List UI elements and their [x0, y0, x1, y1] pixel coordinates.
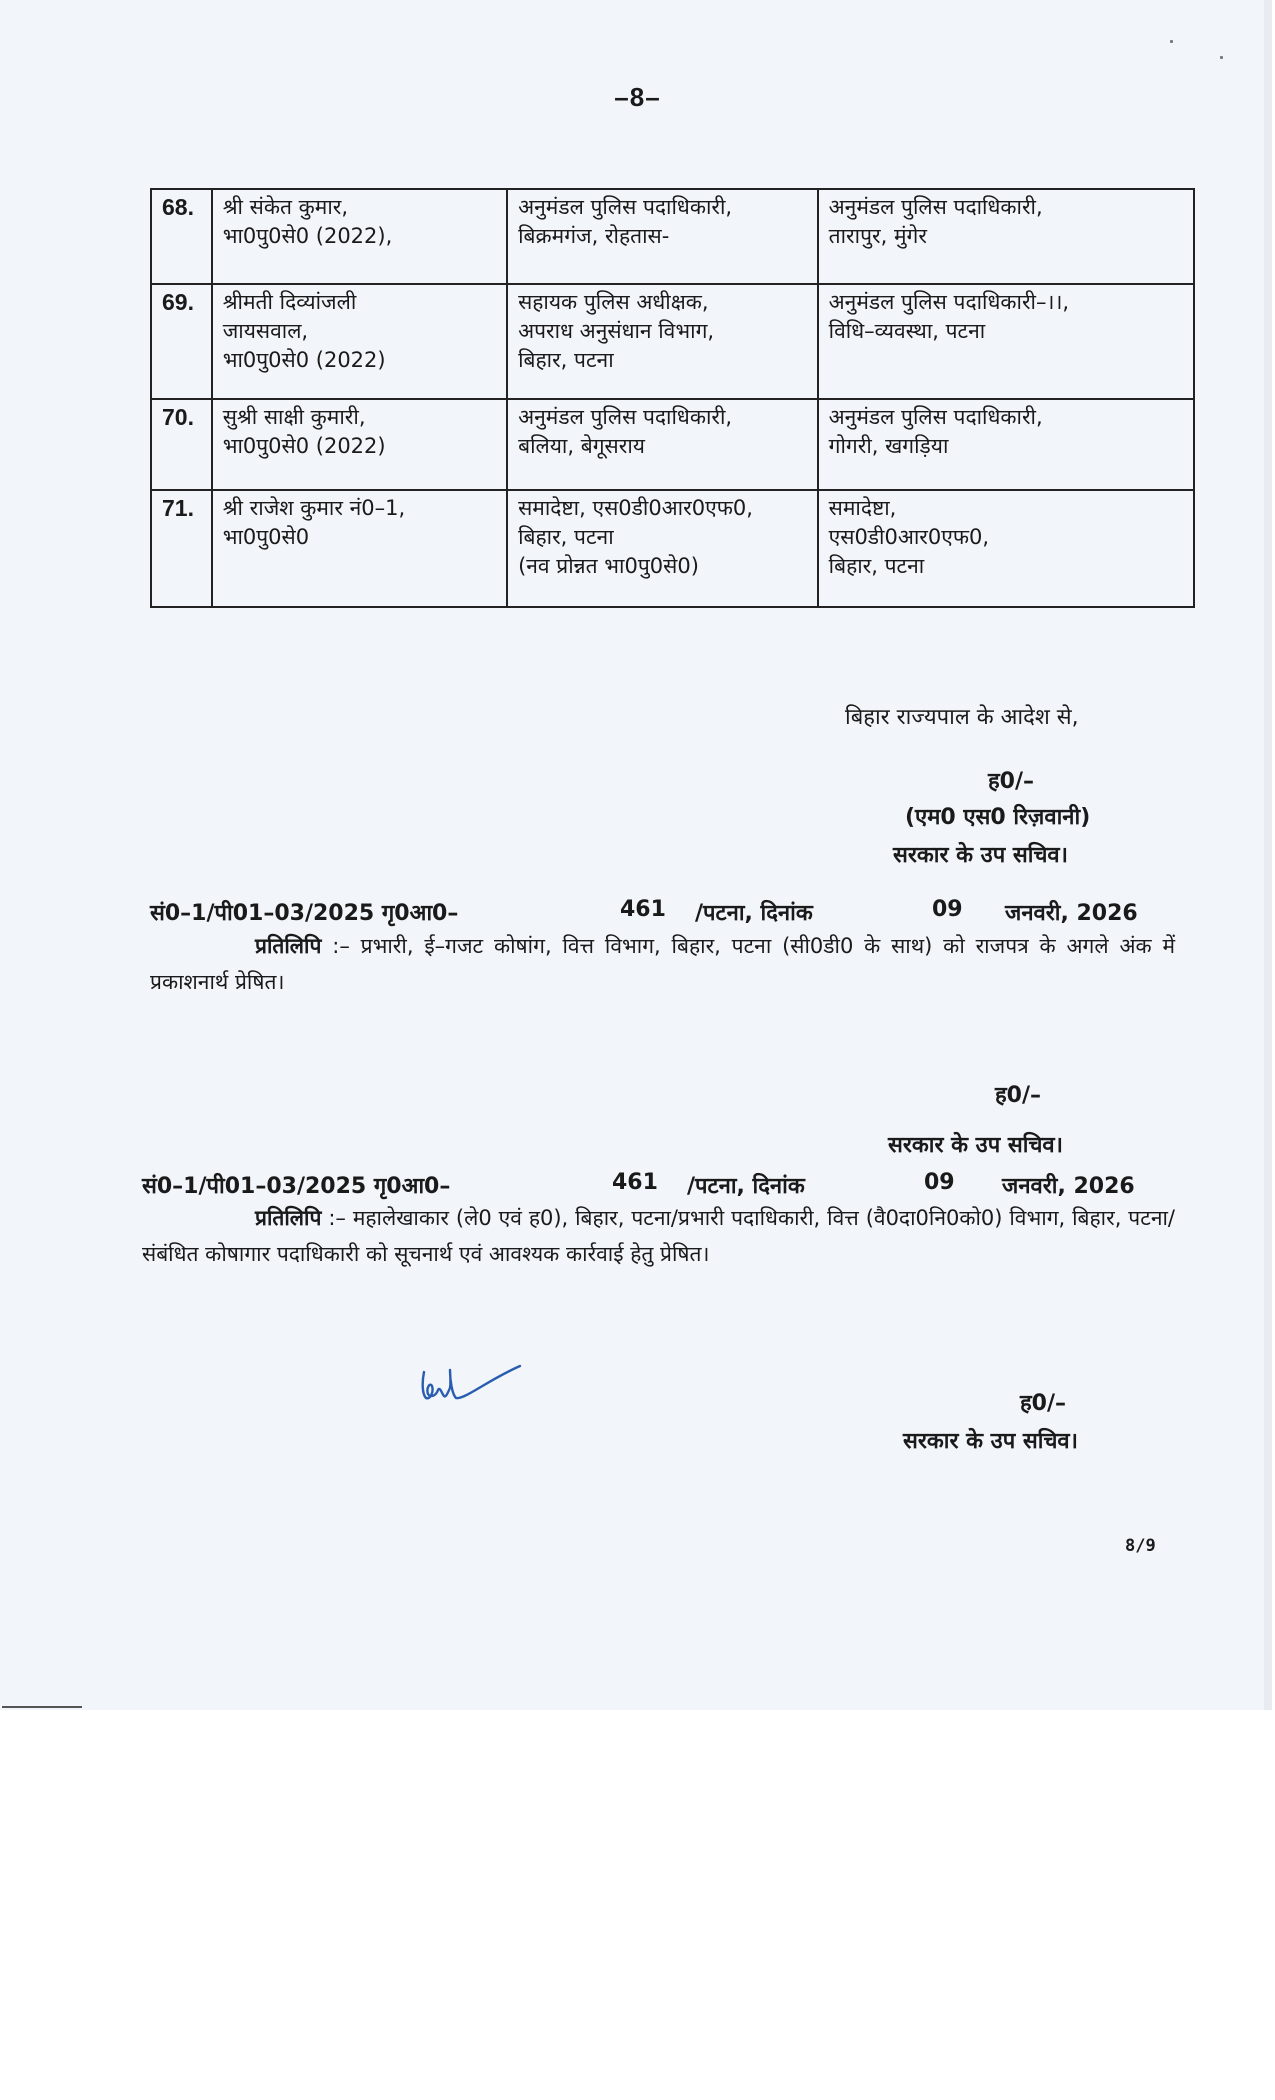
- officer-designation: सरकार के उप सचिव।: [893, 843, 1068, 868]
- from-line: बिक्रमगंज, रोहतास-: [518, 224, 670, 248]
- current-posting-cell: [507, 490, 818, 607]
- memo-line-1: [150, 897, 1170, 929]
- date-month-year: जनवरी, 2026: [1002, 1174, 1135, 1199]
- officer-name-cell: [212, 284, 507, 399]
- by-order-line: बिहार राज्यपाल के आदेश से,: [845, 705, 1079, 730]
- officer-designation: सरकार के उप सचिव।: [888, 1133, 1063, 1158]
- new-posting-cell: [818, 189, 1194, 284]
- serial-number-cell: 70.: [151, 399, 212, 490]
- date-month-year: जनवरी, 2026: [1005, 901, 1138, 926]
- to-line: समादेष्टा,: [828, 496, 897, 520]
- dispatch-number: 461: [612, 1170, 658, 1195]
- page-marker: –8–: [614, 82, 661, 112]
- name-line: भा0पु0से0 (2022): [222, 348, 386, 372]
- scan-speck: [1170, 40, 1173, 43]
- copy-text: :– प्रभारी, ई–गजट कोषांग, वित्त विभाग, बिहार, पटना (सी0डी0 के साथ) को राजपत्र के अगले अंक में प्रकाशनार्थ प्रेषित।: [150, 934, 1175, 994]
- transfer-table: [150, 188, 1195, 608]
- from-line: समादेष्टा, एस0डी0आर0एफ0,: [518, 496, 753, 520]
- new-posting-cell: [818, 490, 1194, 607]
- page-edge: [2, 1706, 82, 1708]
- from-line: बिहार, पटना: [518, 525, 614, 549]
- to-line: अनुमंडल पुलिस पदाधिकारी,: [828, 195, 1043, 219]
- current-posting-cell: [507, 399, 818, 490]
- new-posting-cell: [818, 284, 1194, 399]
- officer-name-cell: [212, 399, 507, 490]
- from-line: अनुमंडल पुलिस पदाधिकारी,: [518, 195, 733, 219]
- name-line: भा0पु0से0: [222, 525, 310, 549]
- name-line: जायसवाल,: [222, 319, 309, 343]
- officer-designation: सरकार के उप सचिव।: [903, 1429, 1078, 1454]
- from-line: बलिया, बेगूसराय: [518, 434, 645, 458]
- current-posting-cell: [507, 189, 818, 284]
- signed-mark: ह0/–: [1020, 1391, 1067, 1416]
- memo-number: सं0–1/पी01–03/2025 गृ0आ0–: [142, 1174, 451, 1199]
- officer-name-cell: [212, 189, 507, 284]
- copy-text: :– महालेखाकार (ले0 एवं ह0), बिहार, पटना/प्रभारी पदाधिकारी, वित्त (वै0दा0नि0को0) विभाग, बिहार, पटना/संबंधित कोषागार पदाधिकारी को सूचनार्थ एवं आवश्यक कार्रवाई हेतु प्रेषित।: [142, 1206, 1175, 1266]
- from-line: अपराध अनुसंधान विभाग,: [518, 319, 715, 343]
- table-row: [151, 490, 1194, 607]
- page-count: 8/9: [1125, 1536, 1156, 1556]
- to-line: बिहार, पटना: [828, 554, 925, 578]
- place-date-label: /पटना, दिनांक: [695, 901, 813, 926]
- name-line: श्री राजेश कुमार नं0–1,: [222, 496, 406, 520]
- copy-2-paragraph: [142, 1200, 1175, 1272]
- serial-number-cell: 71.: [151, 490, 212, 607]
- signed-mark: ह0/–: [995, 1083, 1042, 1108]
- scan-speck: [1220, 56, 1223, 59]
- table-row: [151, 189, 1194, 284]
- name-line: भा0पु0से0 (2022): [222, 434, 386, 458]
- transfer-table-body: [151, 189, 1194, 607]
- from-line: अनुमंडल पुलिस पदाधिकारी,: [518, 405, 733, 429]
- copy-label: प्रतिलिपि: [255, 934, 322, 958]
- memo-line-2: [142, 1170, 1162, 1202]
- serial-number-cell: 69.: [151, 284, 212, 399]
- officer-name: (एम0 एस0 रिज़वानी): [905, 805, 1091, 830]
- date-day: 09: [932, 897, 963, 922]
- new-posting-cell: [818, 399, 1194, 490]
- from-line: बिहार, पटना: [518, 348, 614, 372]
- name-line: भा0पु0से0 (2022),: [222, 224, 393, 248]
- officer-name-cell: [212, 490, 507, 607]
- date-day: 09: [924, 1170, 955, 1195]
- name-line: श्रीमती दिव्यांजली: [222, 290, 357, 314]
- name-line: श्री संकेत कुमार,: [222, 195, 349, 219]
- to-line: विधि–व्यवस्था, पटना: [828, 319, 986, 343]
- to-line: अनुमंडल पुलिस पदाधिकारी–।।,: [828, 290, 1070, 314]
- handwritten-signature: [418, 1360, 528, 1410]
- to-line: एस0डी0आर0एफ0,: [828, 525, 990, 549]
- place-date-label: /पटना, दिनांक: [687, 1174, 805, 1199]
- memo-number: सं0–1/पी01–03/2025 गृ0आ0–: [150, 901, 459, 926]
- name-line: सुश्री साक्षी कुमारी,: [222, 405, 366, 429]
- serial-number-cell: 68.: [151, 189, 212, 284]
- to-line: गोगरी, खगड़िया: [828, 434, 949, 458]
- signed-mark: ह0/–: [988, 769, 1035, 794]
- from-line: (नव प्रोन्नत भा0पु0से0): [518, 554, 699, 578]
- copy-1-paragraph: [150, 928, 1175, 1000]
- current-posting-cell: [507, 284, 818, 399]
- to-line: तारापुर, मुंगेर: [828, 224, 927, 248]
- from-line: सहायक पुलिस अधीक्षक,: [518, 290, 709, 314]
- table-row: [151, 399, 1194, 490]
- copy-label: प्रतिलिपि: [255, 1206, 322, 1230]
- table-row: [151, 284, 1194, 399]
- to-line: अनुमंडल पुलिस पदाधिकारी,: [828, 405, 1043, 429]
- dispatch-number: 461: [620, 897, 666, 922]
